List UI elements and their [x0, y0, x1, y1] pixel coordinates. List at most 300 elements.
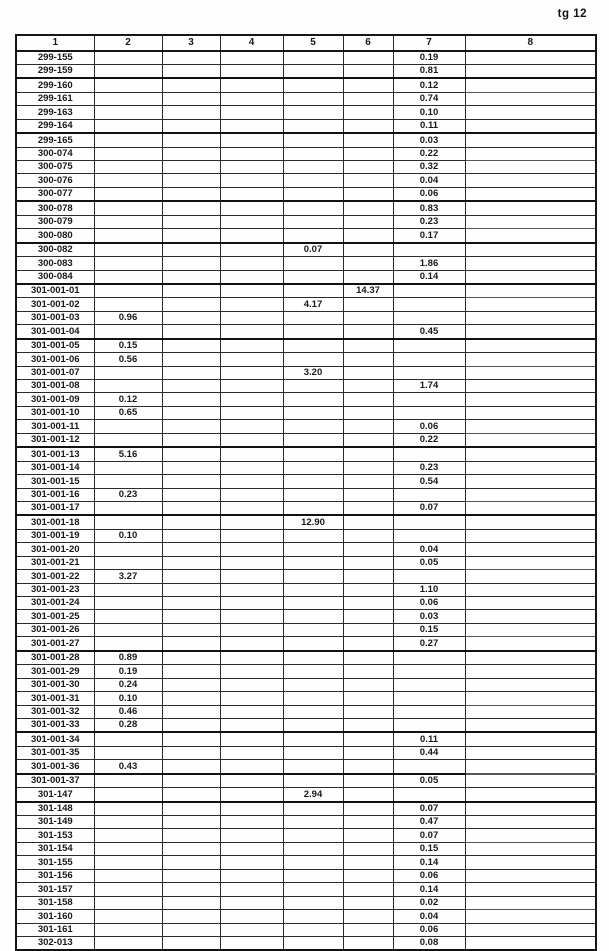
- table-row: [16, 366, 596, 379]
- value-cell: [343, 461, 393, 474]
- row-id-cell: 301-154: [16, 842, 94, 855]
- value-cell: [393, 447, 465, 461]
- value-cell: [220, 896, 283, 909]
- row-id-cell: 301-001-14: [16, 461, 94, 474]
- value-cell: [343, 433, 393, 447]
- value-cell: 0.10: [94, 529, 162, 542]
- value-cell: [220, 229, 283, 243]
- value-cell: [465, 570, 596, 583]
- row-id-cell: 299-161: [16, 92, 94, 105]
- row-id-cell: 301-001-25: [16, 610, 94, 623]
- value-cell: [343, 936, 393, 950]
- value-cell: [343, 215, 393, 228]
- value-cell: [343, 488, 393, 501]
- value-cell: [94, 869, 162, 882]
- table-row: [16, 229, 596, 243]
- value-cell: [162, 665, 220, 678]
- value-cell: [162, 311, 220, 324]
- value-cell: [220, 732, 283, 746]
- value-cell: [162, 366, 220, 379]
- value-cell: [343, 339, 393, 353]
- row-id-cell: 301-148: [16, 802, 94, 816]
- value-cell: [162, 597, 220, 610]
- table-row: [16, 380, 596, 393]
- row-id-cell: 301-001-36: [16, 760, 94, 774]
- table-row: [16, 760, 596, 774]
- value-cell: [343, 816, 393, 829]
- value-cell: [94, 637, 162, 651]
- row-id-cell: 300-077: [16, 187, 94, 201]
- value-cell: [162, 298, 220, 311]
- value-cell: [283, 597, 343, 610]
- value-cell: [220, 816, 283, 829]
- table-row: [16, 543, 596, 556]
- value-cell: [283, 311, 343, 324]
- value-cell: [94, 896, 162, 909]
- value-cell: [94, 64, 162, 78]
- row-id-cell: 301-001-32: [16, 705, 94, 718]
- value-cell: [94, 732, 162, 746]
- value-cell: [220, 339, 283, 353]
- value-cell: [283, 325, 343, 339]
- value-cell: [162, 461, 220, 474]
- value-cell: [465, 78, 596, 92]
- value-cell: [283, 760, 343, 774]
- value-cell: [343, 529, 393, 542]
- value-cell: [465, 760, 596, 774]
- value-cell: [283, 406, 343, 419]
- value-cell: [465, 774, 596, 788]
- value-cell: [220, 802, 283, 816]
- value-cell: [220, 610, 283, 623]
- value-cell: [283, 51, 343, 65]
- value-cell: [94, 78, 162, 92]
- value-cell: [343, 51, 393, 65]
- value-cell: [94, 420, 162, 433]
- value-cell: [283, 637, 343, 651]
- table-row: [16, 529, 596, 542]
- value-cell: [94, 923, 162, 936]
- value-cell: [94, 161, 162, 174]
- table-row: [16, 311, 596, 324]
- value-cell: [283, 106, 343, 119]
- value-cell: [162, 488, 220, 501]
- value-cell: [220, 570, 283, 583]
- table-row: [16, 119, 596, 133]
- value-cell: 0.81: [393, 64, 465, 78]
- value-cell: [343, 896, 393, 909]
- value-cell: [220, 869, 283, 882]
- value-cell: [94, 515, 162, 529]
- value-cell: [343, 298, 393, 311]
- value-cell: 0.32: [393, 161, 465, 174]
- value-cell: [343, 583, 393, 596]
- value-cell: [283, 215, 343, 228]
- value-cell: [343, 201, 393, 215]
- row-id-cell: 301-001-07: [16, 366, 94, 379]
- column-header-2: 2: [94, 35, 162, 51]
- value-cell: [465, 623, 596, 636]
- value-cell: 0.10: [94, 692, 162, 705]
- table-row: [16, 816, 596, 829]
- value-cell: [220, 215, 283, 228]
- value-cell: [465, 119, 596, 133]
- value-cell: [343, 92, 393, 105]
- row-id-cell: 301-001-10: [16, 406, 94, 419]
- value-cell: 0.15: [393, 623, 465, 636]
- value-cell: [220, 420, 283, 433]
- value-cell: 0.15: [94, 339, 162, 353]
- page-label: tg 12: [557, 8, 587, 20]
- value-cell: 0.27: [393, 637, 465, 651]
- table-row: [16, 610, 596, 623]
- row-id-cell: 300-075: [16, 161, 94, 174]
- value-cell: [393, 515, 465, 529]
- table-row: [16, 637, 596, 651]
- value-cell: [465, 51, 596, 65]
- value-cell: [393, 529, 465, 542]
- value-cell: [343, 760, 393, 774]
- value-cell: [283, 869, 343, 882]
- value-cell: [94, 802, 162, 816]
- row-id-cell: 301-001-37: [16, 774, 94, 788]
- value-cell: [465, 339, 596, 353]
- row-id-cell: 301-001-29: [16, 665, 94, 678]
- value-cell: [220, 311, 283, 324]
- value-cell: [283, 705, 343, 718]
- value-cell: [343, 883, 393, 896]
- value-cell: [465, 229, 596, 243]
- value-cell: [220, 119, 283, 133]
- value-cell: [465, 556, 596, 569]
- value-cell: 0.24: [94, 678, 162, 691]
- value-cell: [465, 515, 596, 529]
- table-row: [16, 447, 596, 461]
- value-cell: [220, 910, 283, 923]
- value-cell: 0.07: [393, 501, 465, 515]
- value-cell: [94, 597, 162, 610]
- value-cell: [465, 243, 596, 257]
- value-cell: 0.11: [393, 732, 465, 746]
- column-header-1: 1: [16, 35, 94, 51]
- value-cell: [220, 678, 283, 691]
- row-id-cell: 301-001-23: [16, 583, 94, 596]
- row-id-cell: 301-001-05: [16, 339, 94, 353]
- value-cell: [162, 732, 220, 746]
- value-cell: [343, 311, 393, 324]
- value-cell: [220, 147, 283, 160]
- value-cell: [465, 64, 596, 78]
- value-cell: [465, 461, 596, 474]
- value-cell: [465, 106, 596, 119]
- value-cell: [162, 229, 220, 243]
- value-cell: [343, 705, 393, 718]
- value-cell: [162, 174, 220, 187]
- value-cell: [343, 106, 393, 119]
- value-cell: [283, 501, 343, 515]
- value-cell: [343, 923, 393, 936]
- value-cell: [465, 718, 596, 732]
- row-id-cell: 301-001-28: [16, 651, 94, 665]
- value-cell: [283, 583, 343, 596]
- value-cell: [283, 623, 343, 636]
- table-row: [16, 78, 596, 92]
- table-body: [16, 51, 596, 951]
- value-cell: 0.07: [283, 243, 343, 257]
- value-cell: [343, 610, 393, 623]
- value-cell: [220, 284, 283, 298]
- value-cell: 0.54: [393, 475, 465, 488]
- table-row: [16, 515, 596, 529]
- value-cell: [465, 380, 596, 393]
- value-cell: [465, 215, 596, 228]
- value-cell: [220, 623, 283, 636]
- value-cell: 0.45: [393, 325, 465, 339]
- value-cell: [343, 856, 393, 869]
- value-cell: [343, 366, 393, 379]
- table-row: [16, 187, 596, 201]
- value-cell: [343, 147, 393, 160]
- value-cell: [162, 284, 220, 298]
- value-cell: [465, 543, 596, 556]
- table-row: [16, 325, 596, 339]
- table-row: [16, 64, 596, 78]
- value-cell: 0.04: [393, 543, 465, 556]
- value-cell: 3.20: [283, 366, 343, 379]
- value-cell: [343, 692, 393, 705]
- value-cell: [465, 923, 596, 936]
- value-cell: [343, 597, 393, 610]
- value-cell: [162, 842, 220, 855]
- table-row: [16, 705, 596, 718]
- table-row: [16, 147, 596, 160]
- table-row: [16, 133, 596, 147]
- value-cell: 0.12: [94, 393, 162, 406]
- table-row: [16, 883, 596, 896]
- value-cell: [162, 746, 220, 759]
- value-cell: [94, 556, 162, 569]
- value-cell: [162, 147, 220, 160]
- value-cell: [283, 420, 343, 433]
- value-cell: [393, 298, 465, 311]
- row-id-cell: 301-153: [16, 829, 94, 842]
- value-cell: [162, 529, 220, 542]
- value-cell: [220, 705, 283, 718]
- value-cell: [283, 353, 343, 366]
- value-cell: 0.83: [393, 201, 465, 215]
- value-cell: [220, 692, 283, 705]
- value-cell: [283, 187, 343, 201]
- table-row: [16, 339, 596, 353]
- column-header-7: 7: [393, 35, 465, 51]
- value-cell: [94, 147, 162, 160]
- value-cell: [220, 746, 283, 759]
- table-row: [16, 665, 596, 678]
- value-cell: [393, 760, 465, 774]
- value-cell: [162, 393, 220, 406]
- value-cell: [465, 147, 596, 160]
- value-cell: [162, 556, 220, 569]
- value-cell: [162, 802, 220, 816]
- value-cell: [343, 133, 393, 147]
- value-cell: [162, 718, 220, 732]
- row-id-cell: 301-001-03: [16, 311, 94, 324]
- table-row: [16, 732, 596, 746]
- value-cell: [343, 718, 393, 732]
- table-row: [16, 106, 596, 119]
- value-cell: [343, 270, 393, 284]
- value-cell: [283, 651, 343, 665]
- value-cell: 0.96: [94, 311, 162, 324]
- value-cell: [343, 774, 393, 788]
- value-cell: 0.08: [393, 936, 465, 950]
- value-cell: [283, 229, 343, 243]
- value-cell: [220, 353, 283, 366]
- value-cell: [94, 92, 162, 105]
- value-cell: [94, 610, 162, 623]
- value-cell: [465, 161, 596, 174]
- value-cell: [283, 896, 343, 909]
- value-cell: [94, 461, 162, 474]
- value-cell: [465, 187, 596, 201]
- value-cell: [465, 665, 596, 678]
- row-id-cell: 301-001-16: [16, 488, 94, 501]
- value-cell: [283, 856, 343, 869]
- value-cell: [162, 583, 220, 596]
- value-cell: [162, 119, 220, 133]
- row-id-cell: 301-001-20: [16, 543, 94, 556]
- value-cell: [220, 829, 283, 842]
- row-id-cell: 301-001-13: [16, 447, 94, 461]
- value-cell: [220, 556, 283, 569]
- value-cell: [162, 257, 220, 270]
- value-cell: [393, 366, 465, 379]
- value-cell: [162, 447, 220, 461]
- value-cell: [162, 380, 220, 393]
- value-cell: [283, 64, 343, 78]
- row-id-cell: 300-076: [16, 174, 94, 187]
- value-cell: [94, 325, 162, 339]
- value-cell: 0.06: [393, 597, 465, 610]
- row-id-cell: 301-001-26: [16, 623, 94, 636]
- value-cell: [162, 816, 220, 829]
- value-cell: [283, 692, 343, 705]
- row-id-cell: 300-074: [16, 147, 94, 160]
- value-cell: [162, 856, 220, 869]
- value-cell: 0.15: [393, 842, 465, 855]
- value-cell: [465, 501, 596, 515]
- value-cell: [343, 543, 393, 556]
- value-cell: [283, 732, 343, 746]
- table-row: [16, 829, 596, 842]
- value-cell: [162, 339, 220, 353]
- value-cell: [220, 788, 283, 802]
- column-header-5: 5: [283, 35, 343, 51]
- row-id-cell: 301-001-27: [16, 637, 94, 651]
- value-cell: [162, 570, 220, 583]
- value-cell: 0.23: [393, 215, 465, 228]
- value-cell: [162, 475, 220, 488]
- value-cell: [283, 718, 343, 732]
- value-cell: [162, 215, 220, 228]
- table-row: [16, 501, 596, 515]
- row-id-cell: 300-084: [16, 270, 94, 284]
- table-row: [16, 774, 596, 788]
- row-id-cell: 301-156: [16, 869, 94, 882]
- value-cell: [343, 623, 393, 636]
- value-cell: [465, 788, 596, 802]
- value-cell: [393, 651, 465, 665]
- value-cell: [220, 78, 283, 92]
- value-cell: [94, 788, 162, 802]
- value-cell: [393, 678, 465, 691]
- value-cell: [465, 705, 596, 718]
- value-cell: [220, 637, 283, 651]
- value-cell: 3.27: [94, 570, 162, 583]
- value-cell: [220, 133, 283, 147]
- table-row: [16, 393, 596, 406]
- value-cell: [343, 732, 393, 746]
- value-cell: 0.46: [94, 705, 162, 718]
- value-cell: [162, 692, 220, 705]
- value-cell: 0.10: [393, 106, 465, 119]
- value-cell: [393, 488, 465, 501]
- row-id-cell: 299-160: [16, 78, 94, 92]
- value-cell: [162, 433, 220, 447]
- value-cell: [343, 325, 393, 339]
- row-id-cell: 301-001-01: [16, 284, 94, 298]
- row-id-cell: 301-001-17: [16, 501, 94, 515]
- value-cell: 0.03: [393, 133, 465, 147]
- value-cell: [94, 829, 162, 842]
- value-cell: [465, 353, 596, 366]
- value-cell: [220, 461, 283, 474]
- value-cell: [465, 746, 596, 759]
- value-cell: [162, 51, 220, 65]
- row-id-cell: 301-001-06: [16, 353, 94, 366]
- value-cell: 0.12: [393, 78, 465, 92]
- value-cell: [94, 842, 162, 855]
- value-cell: [94, 133, 162, 147]
- value-cell: [162, 270, 220, 284]
- table-row: [16, 201, 596, 215]
- value-cell: [162, 678, 220, 691]
- value-cell: [162, 243, 220, 257]
- value-cell: [283, 842, 343, 855]
- value-cell: 0.22: [393, 147, 465, 160]
- value-cell: [465, 816, 596, 829]
- value-cell: [283, 147, 343, 160]
- value-cell: [283, 923, 343, 936]
- value-cell: [162, 705, 220, 718]
- table-row: [16, 433, 596, 447]
- value-cell: 0.74: [393, 92, 465, 105]
- value-cell: [465, 298, 596, 311]
- value-cell: [283, 529, 343, 542]
- value-cell: 0.07: [393, 802, 465, 816]
- table-row: [16, 856, 596, 869]
- value-cell: [220, 406, 283, 419]
- value-cell: [162, 201, 220, 215]
- value-cell: [220, 51, 283, 65]
- value-cell: [94, 501, 162, 515]
- value-cell: [94, 746, 162, 759]
- value-cell: [283, 433, 343, 447]
- value-cell: [220, 92, 283, 105]
- value-cell: [465, 802, 596, 816]
- value-cell: [220, 543, 283, 556]
- value-cell: [343, 243, 393, 257]
